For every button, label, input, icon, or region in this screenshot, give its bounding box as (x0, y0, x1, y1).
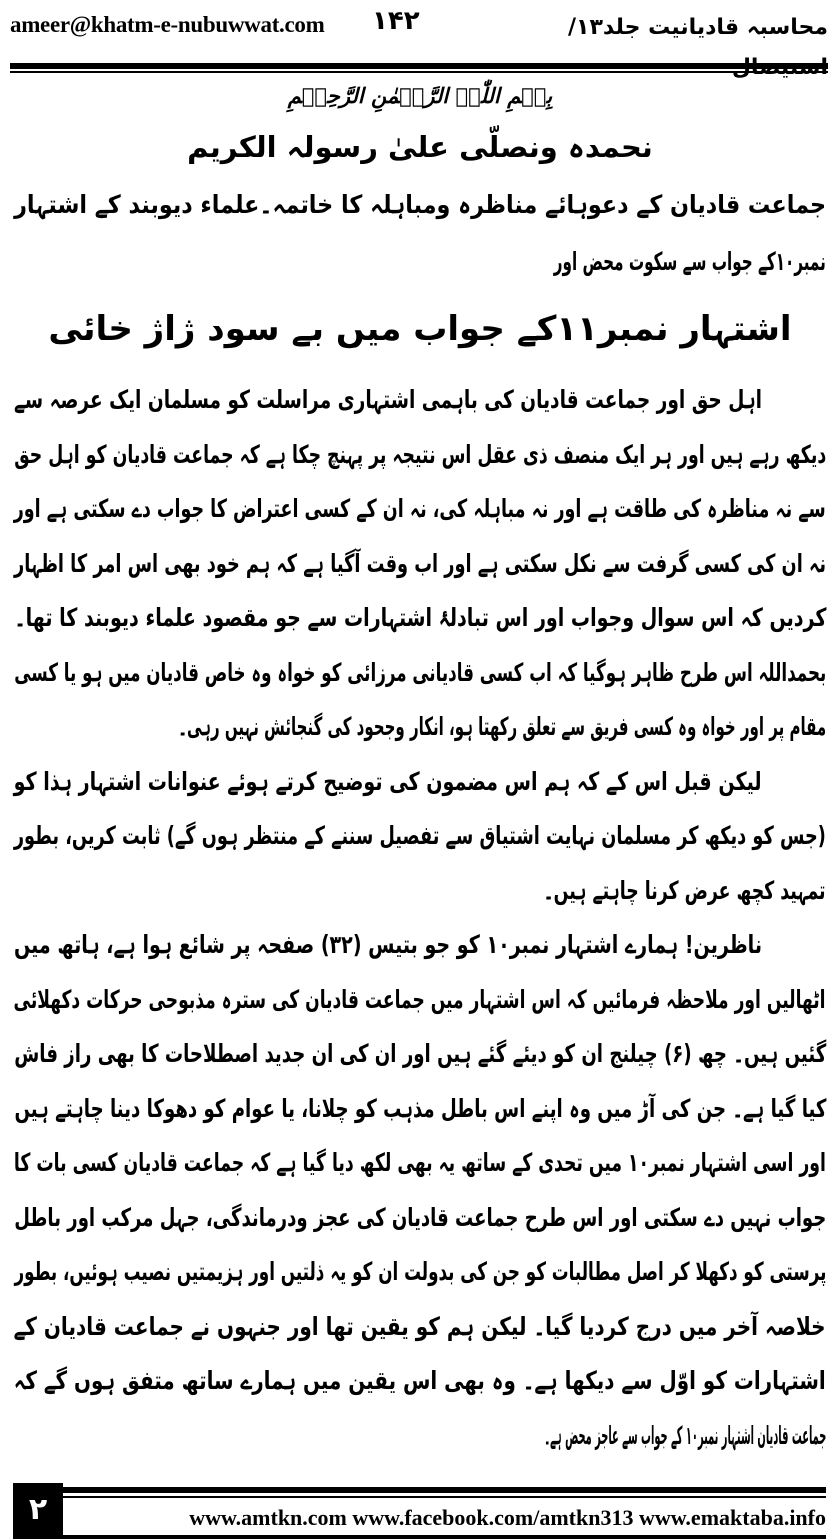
body-line (14, 814, 826, 858)
body-line-text: جواب نہیں دے سکتی اور اس طرح جماعت قادیان کی عجز ودرماندگی، جہل مرکب اور باطل (14, 1202, 826, 1232)
body-line (14, 378, 762, 422)
header-email: ameer@khatm-e-nubuwwat.com (10, 12, 325, 37)
footer-bottom-rule (13, 1535, 826, 1539)
body-line (544, 869, 826, 913)
body-line-text: تمہید کچھ عرض کرنا چاہتے ہیں۔ (544, 875, 826, 905)
title-line-2 (554, 240, 826, 284)
body-line-text: لیکن قبل اس کے کہ ہم اس مضمون کی توضیح کرتے ہوئے عنوانات اشتہار ہذا کو (14, 766, 762, 796)
body-line (14, 1359, 826, 1403)
body-line-text: گئیں ہیں۔ چھ (۶) چیلنج ان کو دیئے گئے ہیں اور ان کی ان جدید اصطلاحات کا بھی راز فاش (14, 1039, 826, 1068)
header-page-number: ۱۴۲ (372, 6, 420, 36)
header-book-title (558, 8, 828, 48)
body-line-text: کردیں کہ اس سوال وجواب اور اس تبادلۂ اشتہارات سے جو مقصود علماء دیوبند کا تھا۔ (14, 603, 826, 632)
body-line (14, 1305, 826, 1349)
body-line-text: سے نہ مناظرہ کی طاقت ہے اور نہ مباہلہ کی، نہ ان کے کسی اعتراض کا جواب دے سکتی ہے اور (14, 494, 826, 523)
body-line-text: ناظرین! ہمارے اشتہار نمبر۱۰ کو جو بتیس (۳۲) صفحہ پر شائع ہوا ہے، ہاتھ میں (14, 930, 762, 959)
footer-page-number: ۲ (13, 1483, 63, 1537)
body-line (14, 542, 826, 586)
body-line (14, 651, 826, 695)
body-line-text: اشتہارات کو اوّل سے دیکھا ہے۔ وہ بھی اس یقین میں ہمارے ساتھ متفق ہوں گے کہ (14, 1366, 826, 1395)
bismillah: بِسۡمِ اللّٰہِ الرَّحۡمٰنِ الرَّحِیۡمِ (287, 84, 553, 108)
body-line-text: نہ ان کی کسی گرفت سے نکل سکتی ہے اور اب وقت آگیا ہے کہ ہم خود بھی اس امر کا اظہار (14, 548, 826, 578)
body-line-text: پرستی کو دکھلا کر اصل مطالبات کو جن کی بدولت ان کو یہ ذلتیں اور ہزیمتیں نصیب ہوئیں، بطور (14, 1257, 826, 1286)
body-line-text: دیکھ رہے ہیں اور ہر ایک منصف ذی عقل اس نتیجہ پر پہنچ چکا ہے کہ جماعت قادیان کو اہل حق (14, 439, 826, 469)
body-line (14, 1196, 826, 1240)
book-title-text: محاسبہ قادیانیت جلد۱۳/ (567, 15, 828, 40)
body-line (14, 487, 826, 531)
header-rule-thin (10, 71, 828, 73)
footer-links: www.amtkn.com www.facebook.com/amtkn313 www.emaktaba.info (189, 1505, 826, 1530)
body-line-text: جماعت قادیان اشتہار نمبر۱۰ کے جواب سے عاجز محض ہے۔ (544, 1420, 826, 1450)
title-line-2-text: نمبر۱۰کے جواب سے سکوت محض اور (554, 247, 826, 276)
title-line-1-text: جماعت قادیان کے دعوہائے مناظرہ ومباہلہ کا خاتمہ۔علماء دیوبند کے اشتہار (14, 190, 826, 219)
body-line (14, 596, 826, 640)
footer-rule-thin (63, 1496, 826, 1498)
body-line (14, 1250, 826, 1294)
header-rule (10, 63, 828, 69)
body-line (14, 1032, 826, 1076)
footer-rule (63, 1487, 826, 1493)
body-line (14, 1087, 826, 1131)
body-line-text: اہل حق اور جماعت قادیان کی باہمی اشتہاری مراسلت کو مسلمان ایک عرصہ سے (14, 385, 762, 414)
body-line (544, 1414, 826, 1458)
body-line (14, 923, 762, 967)
body-line (14, 760, 762, 804)
body-line-text: خلاصہ آخر میں درج کردیا گیا۔ لیکن ہم کو یقین تھا اور جنہوں نے جماعت قادیان کے (14, 1311, 826, 1341)
body-line (14, 1141, 826, 1185)
body-line-text: کیا گیا ہے۔ جن کی آڑ میں وہ اپنے اس باطل مذہب کو چلانا، یا عوام کو دھوکا دینا چاہتے ہیں (14, 1093, 826, 1123)
body-line (14, 978, 826, 1022)
body-line-text: بحمداللہ اس طرح ظاہر ہوگیا کہ اب کسی قادیانی مرزائی کو خواہ وہ خاص قادیان میں ہو یا کسی (13, 657, 826, 687)
body-line-text: مقام پر اور خواہ وہ کسی فریق سے تعلق رکھتا ہو، انکار وجحود کی گنجائش نہیں رہی۔ (178, 712, 826, 741)
body-line (14, 433, 826, 477)
body-line-text: اٹھالیں اور ملاحظہ فرمائیں کہ اس اشتہار میں جماعت قادیان کی سترہ مذبوحی حرکات دکھلائی (14, 984, 826, 1014)
section-heading: اشتہار نمبر۱۱کے جواب میں بے سود ژاژ خائی (48, 309, 792, 349)
body-line-text: (جس کو دیکھ کر مسلمان نہایت اشتیاق سے تفصیل سننے کے منتظر ہوں گے) ثابت کریں، بطور (14, 821, 826, 850)
title-line-1 (14, 183, 826, 227)
body-line (178, 705, 826, 749)
body-line-text: اور اسی اشتہار نمبر۱۰ میں تحدی کے ساتھ یہ بھی لکھ دیا گیا ہے کہ جماعت قادیان کسی بات کا (13, 1148, 826, 1177)
salutation: نحمدہ ونصلّی علیٰ رسولہ الکریم (187, 130, 653, 164)
